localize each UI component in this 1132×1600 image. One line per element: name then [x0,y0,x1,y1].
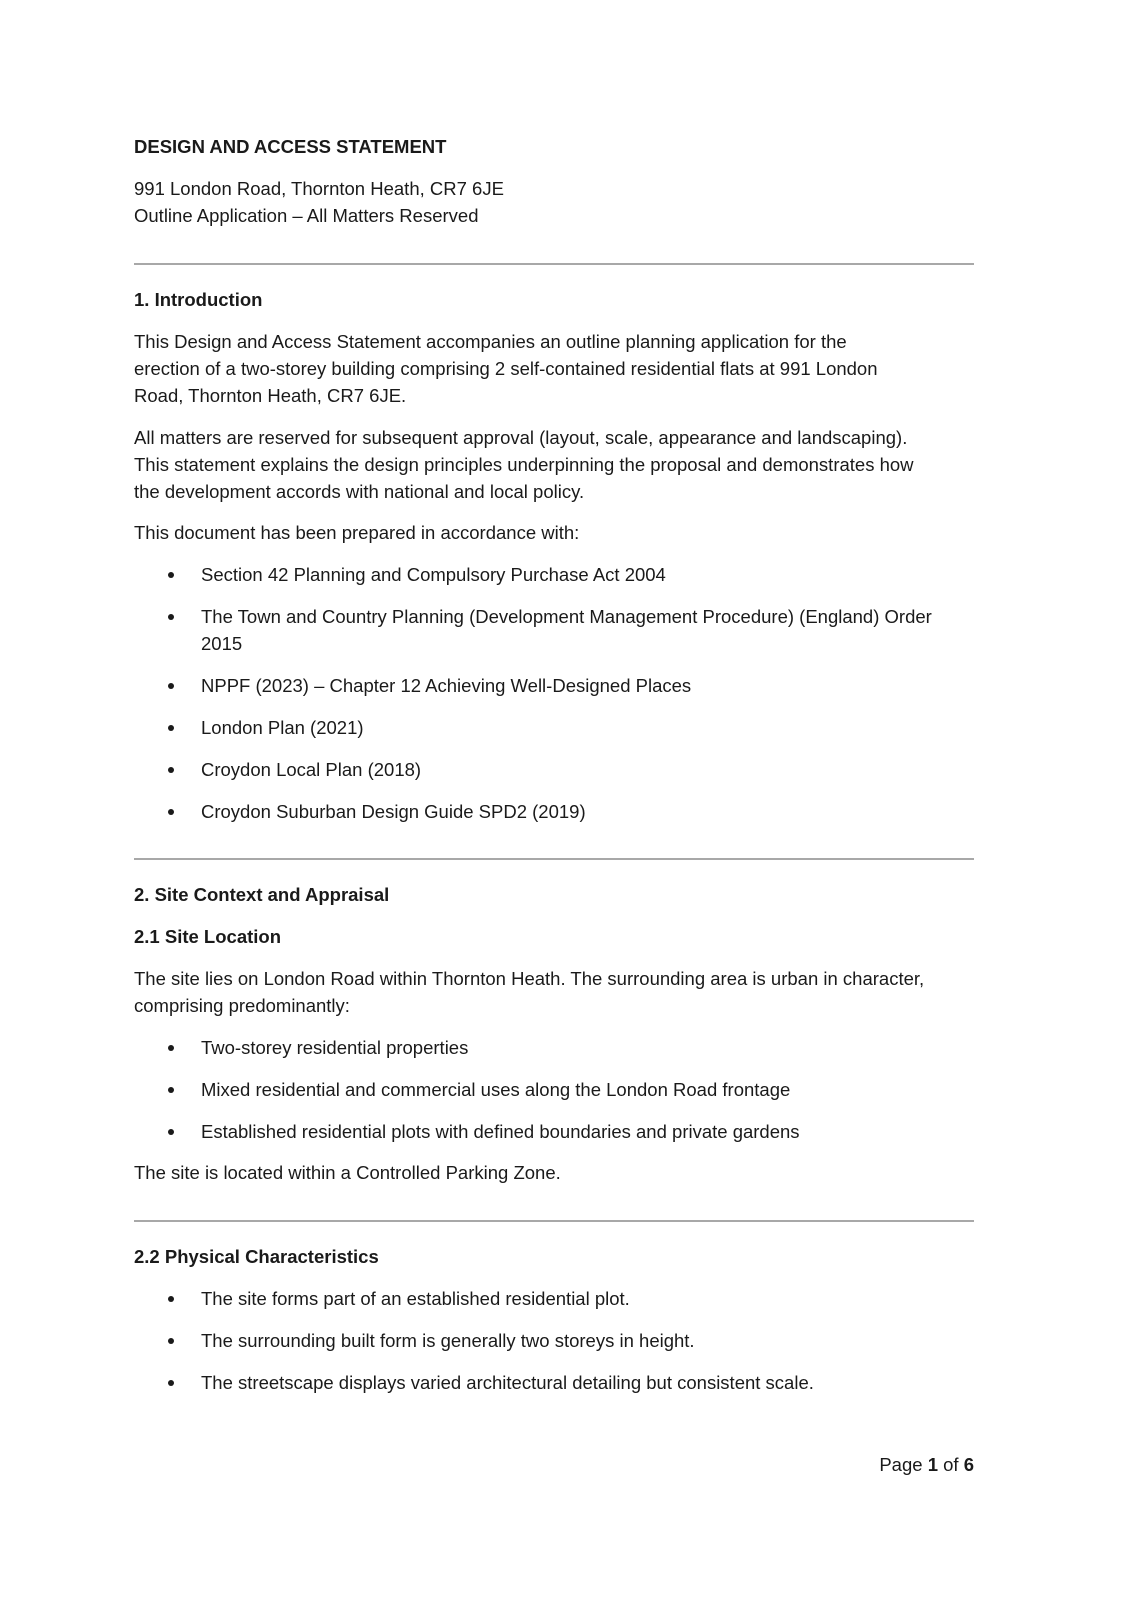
bullet-icon [168,683,174,689]
page-number [879,1451,974,1478]
bullet-icon [168,1380,174,1386]
list-item: London Plan (2021) [201,717,364,738]
list-item: NPPF (2023) – Chapter 12 Achieving Well-Designed Places [201,675,692,696]
line: 2015 [201,633,243,654]
list-item: Section 42 Planning and Compulsory Purchase Act 2004 [201,564,666,585]
paragraph [134,965,979,1019]
application-type: Outline Application – All Matters Reserved [134,205,479,226]
bullet-icon [168,1338,174,1344]
line: the development accords with national and local policy. [134,481,585,502]
divider [134,1220,974,1222]
current-page: 1 [927,1454,938,1475]
total-pages: 6 [963,1454,974,1475]
section-heading: 1. Introduction [134,289,263,310]
bullet-icon [168,1296,174,1302]
list-item: The streetscape displays varied architectural detailing but consistent scale. [201,1372,814,1393]
list-item: Croydon Suburban Design Guide SPD2 (2019) [201,801,586,822]
section-heading: 2. Site Context and Appraisal [134,884,390,905]
bullet-icon [168,614,174,620]
bullet-icon [168,1087,174,1093]
bullet-icon [168,1045,174,1051]
list-item: Two-storey residential properties [201,1037,469,1058]
line: erection of a two-storey building comprising 2 self-contained residential flats at 991 London [134,358,878,379]
line: The site lies on London Road within Thornton Heath. The surrounding area is urban in character, [134,968,925,989]
line: comprising predominantly: [134,995,350,1016]
divider [134,263,974,265]
line: Road, Thornton Heath, CR7 6JE. [134,385,407,406]
document-title: DESIGN AND ACCESS STATEMENT [134,136,447,157]
bullet-icon [168,725,174,731]
line: The Town and Country Planning (Development Management Procedure) (England) Order [201,606,932,627]
list-item [201,603,981,657]
list-item: The site forms part of an established residential plot. [201,1288,630,1309]
line: This Design and Access Statement accompanies an outline planning application for the [134,331,847,352]
paragraph [134,328,979,409]
list-item: Croydon Local Plan (2018) [201,759,422,780]
line: This statement explains the design principles underpinning the proposal and demonstrates how [134,454,914,475]
subsection-heading: 2.2 Physical Characteristics [134,1246,379,1267]
list-item: Mixed residential and commercial uses along the London Road frontage [201,1079,791,1100]
page-label: Page [879,1454,923,1475]
paragraph [134,424,979,505]
list-item: The surrounding built form is generally two storeys in height. [201,1330,695,1351]
divider [134,858,974,860]
bullet-icon [168,767,174,773]
line: All matters are reserved for subsequent approval (layout, scale, appearance and landscaping). [134,427,908,448]
bullet-icon [168,1129,174,1135]
bullet-icon [168,572,174,578]
subsection-heading: 2.1 Site Location [134,926,282,947]
bullet-icon [168,809,174,815]
of-label: of [943,1454,959,1475]
paragraph: This document has been prepared in accordance with: [134,522,580,543]
site-address: 991 London Road, Thornton Heath, CR7 6JE [134,178,504,199]
list-item: Established residential plots with defined boundaries and private gardens [201,1121,800,1142]
paragraph: The site is located within a Controlled Parking Zone. [134,1162,561,1183]
